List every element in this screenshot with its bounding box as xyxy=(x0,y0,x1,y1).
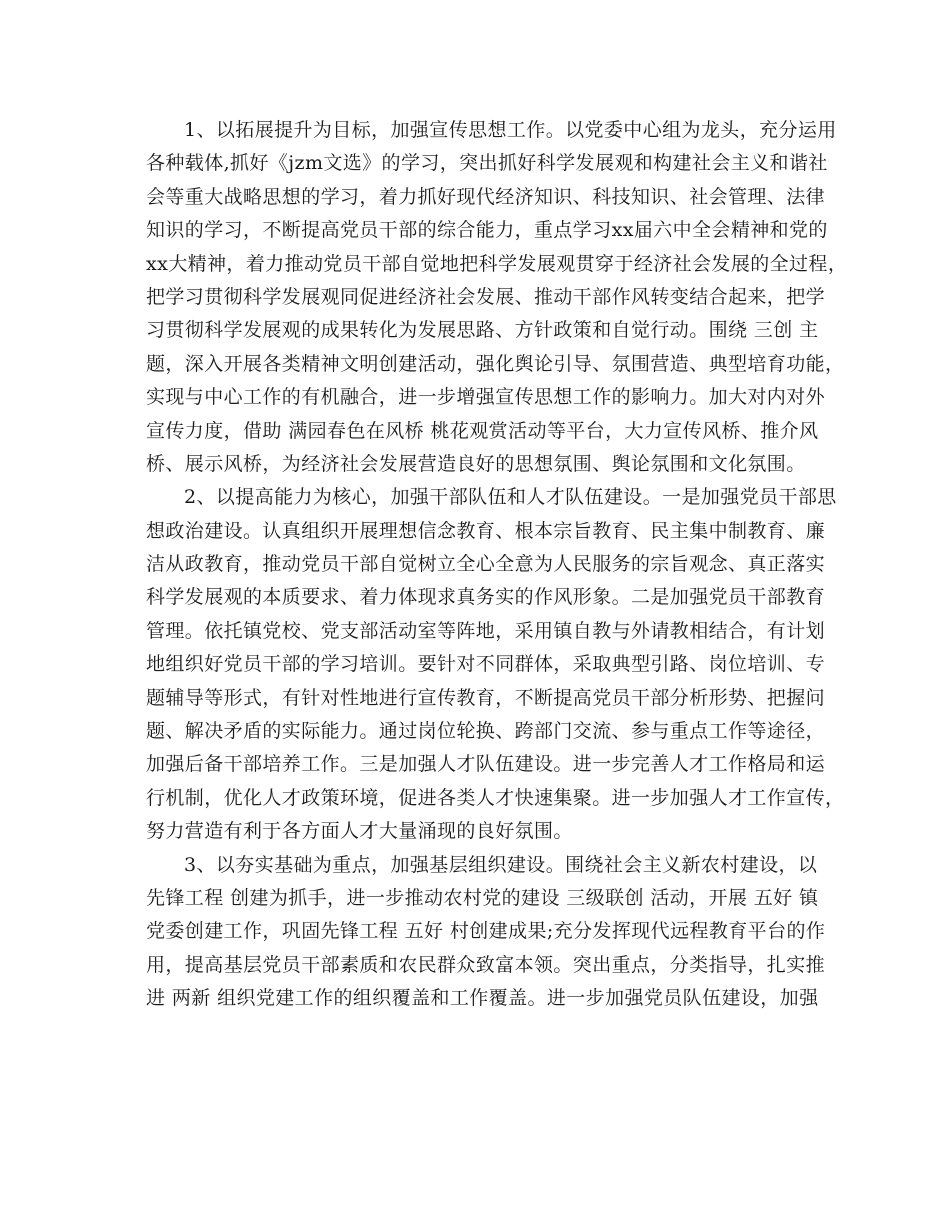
paragraph-line: 科学发展观的本质要求、着力体现求真务实的作风形象。二是加强党员干部教育 xyxy=(146,586,826,609)
paragraph-line: 用，提高基层党员干部素质和农民群众致富本领。突出重点，分类指导，扎实推 xyxy=(146,953,826,976)
paragraph-line: 地组织好党员干部的学习培训。要针对不同群体，采取典型引路、岗位培训、专 xyxy=(146,653,826,676)
document-body xyxy=(146,114,848,1016)
paragraph-line: 2、以提高能力为核心，加强干部队伍和人才队伍建设。一是加强党员干部思 xyxy=(184,486,837,509)
paragraph-1 xyxy=(146,114,848,481)
paragraph-line: 桥、展示风桥，为经济社会发展营造良好的思想氛围、舆论氛围和文化氛围。 xyxy=(146,452,806,475)
paragraph-line: 题、解决矛盾的实际能力。通过岗位轮换、跨部门交流、参与重点工作等途径， xyxy=(146,720,826,743)
paragraph-line: 想政治建设。认真组织开展理想信念教育、根本宗旨教育、民主集中制教育、廉 xyxy=(146,519,826,542)
paragraph-line: 题，深入开展各类精神文明创建活动，强化舆论引导、氛围营造、典型培育功能， xyxy=(146,352,845,375)
paragraph-3 xyxy=(146,849,826,1016)
paragraph-line: 行机制，优化人才政策环境，促进各类人才快速集聚。进一步加强人才工作宣传， xyxy=(146,786,845,809)
paragraph-line: 会等重大战略思想的学习，着力抓好现代经济知识、科技知识、社会管理、法律 xyxy=(146,185,826,208)
paragraph-line: 洁从政教育，推动党员干部自觉树立全心全意为人民服务的宗旨观念、真正落实 xyxy=(146,553,826,576)
paragraph-line: xx大精神，着力推动党员干部自觉地把科学发展观贯穿于经济社会发展的全过程， xyxy=(146,252,848,275)
paragraph-line: 加强后备干部培养工作。三是加强人才队伍建设。进一步完善人才工作格局和运 xyxy=(146,753,826,776)
paragraph-line: 进 两新 组织党建工作的组织覆盖和工作覆盖。进一步加强党员队伍建设，加强 xyxy=(146,987,819,1010)
paragraph-line: 管理。依托镇党校、党支部活动室等阵地，采用镇自教与外请教相结合，有计划 xyxy=(146,619,826,642)
paragraph-line: 各种载体,抓好《jzm文选》的学习，突出抓好科学发展观和构建社会主义和谐社 xyxy=(146,152,828,175)
paragraph-2 xyxy=(146,481,845,848)
paragraph-line: 宣传力度，借助 满园春色在风桥 桃花观赏活动等平台，大力宣传风桥、推介风 xyxy=(146,419,819,442)
paragraph-line: 知识的学习，不断提高党员干部的综合能力，重点学习xx届六中全会精神和党的 xyxy=(146,219,828,242)
paragraph-line: 党委创建工作，巩固先锋工程 五好 村创建成果;充分发挥现代远程教育平台的作 xyxy=(146,920,826,943)
paragraph-line: 习贯彻科学发展观的成果转化为发展思路、方针政策和自觉行动。围绕 三创 主 xyxy=(146,319,819,342)
paragraph-line: 努力营造有利于各方面人才大量涌现的良好氛围。 xyxy=(146,820,573,843)
paragraph-line: 3、以夯实基础为重点，加强基层组织建设。围绕社会主义新农村建设，以 xyxy=(184,853,818,876)
paragraph-line: 实现与中心工作的有机融合，进一步增强宣传思想工作的影响力。加大对内对外 xyxy=(146,386,826,409)
paragraph-line: 先锋工程 创建为抓手，进一步推动农村党的建设 三级联创 活动，开展 五好 镇 xyxy=(146,886,819,909)
paragraph-line: 1、以拓展提升为目标，加强宣传思想工作。以党委中心组为龙头，充分运用 xyxy=(184,119,837,141)
paragraph-line: 把学习贯彻科学发展观同促进经济社会发展、推动干部作风转变结合起来，把学 xyxy=(146,285,826,308)
paragraph-line: 题辅导等形式，有针对性地进行宣传教育，不断提高党员干部分析形势、把握问 xyxy=(146,686,826,709)
